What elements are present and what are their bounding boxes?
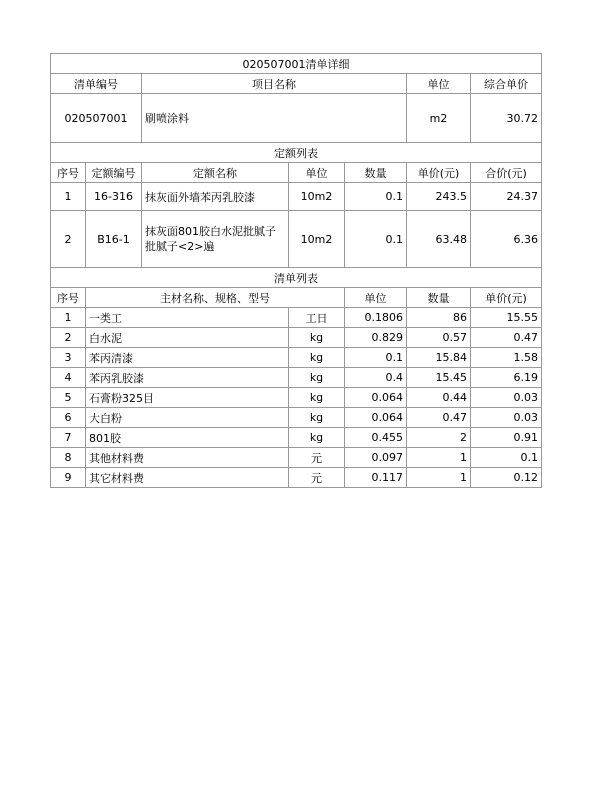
bill-unit: m2 xyxy=(407,94,471,143)
material-name: 大白粉 xyxy=(86,408,289,428)
material-unit: kg xyxy=(289,388,345,408)
material-section-row xyxy=(51,268,542,288)
quota-unit-header: 单位 xyxy=(289,163,345,183)
title-row xyxy=(51,54,542,74)
material-unit: kg xyxy=(289,368,345,388)
material-qty: 0.455 xyxy=(345,428,407,448)
quota-code: 16-316 xyxy=(86,183,142,211)
material-seq: 8 xyxy=(51,448,86,468)
material-row xyxy=(51,408,542,428)
bill-unit-price: 30.72 xyxy=(471,94,542,143)
material-unit: kg xyxy=(289,408,345,428)
quota-qty: 0.1 xyxy=(345,211,407,268)
material-total: 0.03 xyxy=(471,388,542,408)
bill-code: 020507001 xyxy=(51,94,142,143)
quota-total-header: 合价(元) xyxy=(471,163,542,183)
material-total: 0.1 xyxy=(471,448,542,468)
material-seq: 1 xyxy=(51,308,86,328)
material-qty: 0.097 xyxy=(345,448,407,468)
material-row xyxy=(51,368,542,388)
material-price: 0.44 xyxy=(407,388,471,408)
material-name: 石膏粉325目 xyxy=(86,388,289,408)
material-unit: 元 xyxy=(289,448,345,468)
material-row xyxy=(51,428,542,448)
material-price: 0.47 xyxy=(407,408,471,428)
material-unit-header: 单位 xyxy=(345,288,407,308)
material-seq: 2 xyxy=(51,328,86,348)
quota-row xyxy=(51,211,542,268)
material-unit: kg xyxy=(289,428,345,448)
bill-unit-price-header: 综合单价 xyxy=(471,74,542,94)
material-total: 0.03 xyxy=(471,408,542,428)
material-row xyxy=(51,328,542,348)
quota-seq: 2 xyxy=(51,211,86,268)
quota-price-header: 单价(元) xyxy=(407,163,471,183)
material-header-row xyxy=(51,288,542,308)
quota-section-title: 定额列表 xyxy=(51,143,542,163)
material-seq: 5 xyxy=(51,388,86,408)
material-name: 其它材料费 xyxy=(86,468,289,488)
material-name: 801胶 xyxy=(86,428,289,448)
material-total: 0.91 xyxy=(471,428,542,448)
material-section-title: 清单列表 xyxy=(51,268,542,288)
material-price-header: 单价(元) xyxy=(471,288,542,308)
material-name: 苯丙乳胶漆 xyxy=(86,368,289,388)
material-name: 白水泥 xyxy=(86,328,289,348)
quota-total: 24.37 xyxy=(471,183,542,211)
quota-name-header: 定额名称 xyxy=(142,163,289,183)
bill-name: 刷喷涂料 xyxy=(142,94,407,143)
material-qty-header: 数量 xyxy=(407,288,471,308)
material-qty: 0.829 xyxy=(345,328,407,348)
quota-row xyxy=(51,183,542,211)
material-total: 0.47 xyxy=(471,328,542,348)
material-name-header: 主材名称、规格、型号 xyxy=(86,288,345,308)
quota-name: 抹灰面外墙苯丙乳胶漆 xyxy=(142,183,289,211)
quota-code: B16-1 xyxy=(86,211,142,268)
material-row xyxy=(51,348,542,368)
material-rows xyxy=(51,308,542,488)
material-price: 2 xyxy=(407,428,471,448)
material-qty: 0.1 xyxy=(345,348,407,368)
quota-seq-header: 序号 xyxy=(51,163,86,183)
quota-price: 63.48 xyxy=(407,211,471,268)
material-unit: 元 xyxy=(289,468,345,488)
material-total: 0.12 xyxy=(471,468,542,488)
material-row xyxy=(51,448,542,468)
material-seq: 3 xyxy=(51,348,86,368)
material-qty: 0.117 xyxy=(345,468,407,488)
quota-section-row xyxy=(51,143,542,163)
material-qty: 0.064 xyxy=(345,388,407,408)
material-qty: 0.1806 xyxy=(345,308,407,328)
quota-total: 6.36 xyxy=(471,211,542,268)
quota-unit: 10m2 xyxy=(289,211,345,268)
material-price: 15.45 xyxy=(407,368,471,388)
material-seq-header: 序号 xyxy=(51,288,86,308)
material-unit: 工日 xyxy=(289,308,345,328)
bill-detail-table xyxy=(50,53,542,488)
quota-header-row xyxy=(51,163,542,183)
material-row xyxy=(51,388,542,408)
material-name: 苯丙清漆 xyxy=(86,348,289,368)
material-price: 1 xyxy=(407,468,471,488)
quota-qty-header: 数量 xyxy=(345,163,407,183)
material-name: 其他材料费 xyxy=(86,448,289,468)
material-row xyxy=(51,468,542,488)
material-seq: 6 xyxy=(51,408,86,428)
bill-name-header: 项目名称 xyxy=(142,74,407,94)
material-unit: kg xyxy=(289,328,345,348)
material-seq: 4 xyxy=(51,368,86,388)
material-row xyxy=(51,308,542,328)
material-price: 0.57 xyxy=(407,328,471,348)
material-price: 86 xyxy=(407,308,471,328)
material-total: 6.19 xyxy=(471,368,542,388)
bill-row xyxy=(51,94,542,143)
material-total: 1.58 xyxy=(471,348,542,368)
bill-header-row xyxy=(51,74,542,94)
bill-unit-header: 单位 xyxy=(407,74,471,94)
material-price: 1 xyxy=(407,448,471,468)
material-qty: 0.064 xyxy=(345,408,407,428)
quota-code-header: 定额编号 xyxy=(86,163,142,183)
material-total: 15.55 xyxy=(471,308,542,328)
quota-price: 243.5 xyxy=(407,183,471,211)
page-title: 020507001清单详细 xyxy=(51,54,542,74)
quota-qty: 0.1 xyxy=(345,183,407,211)
material-seq: 7 xyxy=(51,428,86,448)
material-price: 15.84 xyxy=(407,348,471,368)
quota-name: 抹灰面801胶白水泥批腻子批腻子<2>遍 xyxy=(142,211,289,268)
material-seq: 9 xyxy=(51,468,86,488)
material-name: 一类工 xyxy=(86,308,289,328)
quota-unit: 10m2 xyxy=(289,183,345,211)
material-unit: kg xyxy=(289,348,345,368)
bill-code-header: 清单编号 xyxy=(51,74,142,94)
quota-seq: 1 xyxy=(51,183,86,211)
material-qty: 0.4 xyxy=(345,368,407,388)
